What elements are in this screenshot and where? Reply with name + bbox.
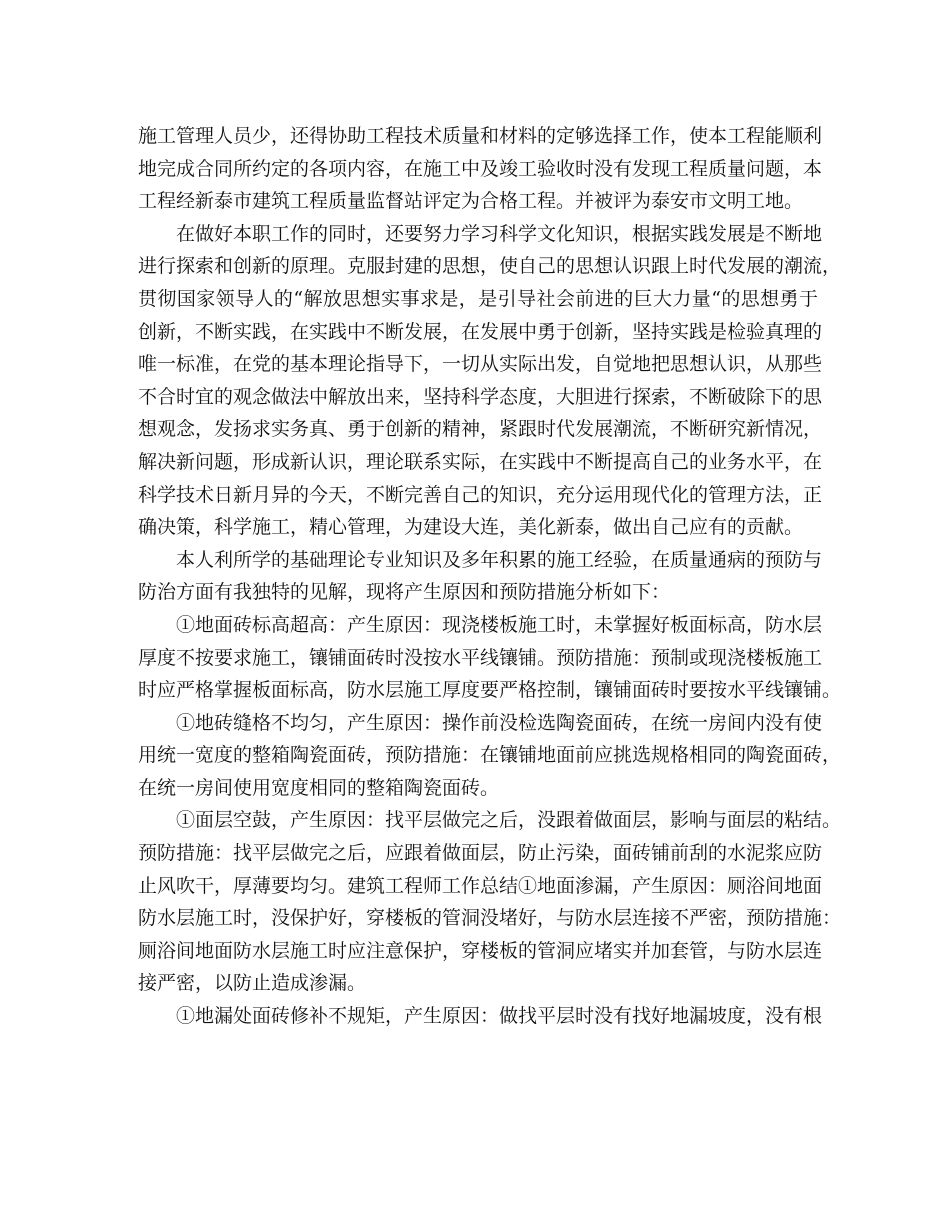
text-line: 本人利所学的基础理论专业知识及多年积累的施工经验，在质量通病的预防与 xyxy=(176,548,823,571)
text-line: 工程经新泰市建筑工程质量监督站评定为合格工程。并被评为泰安市文明工地。 xyxy=(138,190,804,213)
text-line: 解决新问题，形成新认识，理论联系实际，在实践中不断提高自己的业务水平，在 xyxy=(138,450,823,473)
text-line: 唯一标准，在党的基本理论指导下，一切从实际出发，自觉地把思想认识，从那些 xyxy=(138,353,823,376)
text-line: 想观念，发扬求实务真、勇于创新的精神，紧跟时代发展潮流，不断研究新情况， xyxy=(138,418,823,441)
text-line: 不合时宜的观念做法中解放出来，坚持科学态度，大胆进行探索，不断破除下的思 xyxy=(138,385,823,408)
text-line: ①地砖缝格不均匀，产生原因：操作前没检选陶瓷面砖，在统一房间内没有使 xyxy=(176,711,823,734)
document-body xyxy=(138,120,842,1033)
text-line: 科学技术日新月异的今天，不断完善自己的知识，充分运用现代化的管理方法，正 xyxy=(138,483,823,506)
text-line: 施工管理人员少，还得协助工程技术质量和材料的定够选择工作，使本工程能顺利 xyxy=(138,125,823,147)
text-line: 在做好本职工作的同时，还要努力学习科学文化知识，根据实践发展是不断地 xyxy=(176,222,823,245)
text-line: 用统一宽度的整箱陶瓷面砖，预防措施：在镶铺地面前应挑选规格相同的陶瓷面砖， xyxy=(138,744,842,767)
text-line: 厚度不按要求施工，镶铺面砖时没按水平线镶铺。预防措施：预制或现浇楼板施工 xyxy=(138,646,823,669)
text-line: 防治方面有我独特的见解，现将产生原因和预防措施分析如下： xyxy=(138,581,671,604)
text-line: ①地漏处面砖修补不规矩，产生原因：做找平层时没有找好地漏坡度，没有根 xyxy=(176,1005,823,1028)
text-line: 地完成合同所约定的各项内容，在施工中及竣工验收时没有发现工程质量问题，本 xyxy=(138,157,823,180)
text-line: 止风吹干，厚薄要均匀。建筑工程师工作总结①地面渗漏，产生原因：厕浴间地面 xyxy=(138,874,823,897)
text-line: 确决策，科学施工，精心管理，为建设大连，美化新泰，做出自己应有的贡献。 xyxy=(138,516,804,539)
text-line: 在统一房间使用宽度相同的整箱陶瓷面砖。 xyxy=(138,776,500,799)
text-line: 预防措施：找平层做完之后，应跟着做面层，防止污染，面砖铺前刮的水泥浆应防 xyxy=(138,842,823,865)
text-line: 厕浴间地面防水层施工时应注意保护，穿楼板的管洞应堵实并加套管，与防水层连 xyxy=(138,939,823,962)
text-line: ①地面砖标高超高：产生原因：现浇楼板施工时，未掌握好板面标高，防水层 xyxy=(176,613,823,636)
text-line: 防水层施工时，没保护好，穿楼板的管洞没堵好，与防水层连接不严密，预防措施： xyxy=(138,907,842,930)
text-line: ①面层空鼓，产生原因：找平层做完之后，没跟着做面层，影响与面层的粘结。 xyxy=(176,809,842,832)
text-line: 时应严格掌握板面标高，防水层施工厚度要严格控制，镶铺面砖时要按水平线镶铺。 xyxy=(138,679,842,702)
text-line: 接严密，以防止造成渗漏。 xyxy=(138,972,367,995)
text-line: 创新，不断实践，在实践中不断发展，在发展中勇于创新，坚持实践是检验真理的 xyxy=(138,320,823,343)
text-line: 贯彻国家领导人的“解放思想实事求是，是引导社会前进的巨大力量“的思想勇于 xyxy=(138,287,818,310)
text-line: 进行探索和创新的原理。克服封建的思想，使自己的思想认识跟上时代发展的潮流， xyxy=(138,255,842,278)
